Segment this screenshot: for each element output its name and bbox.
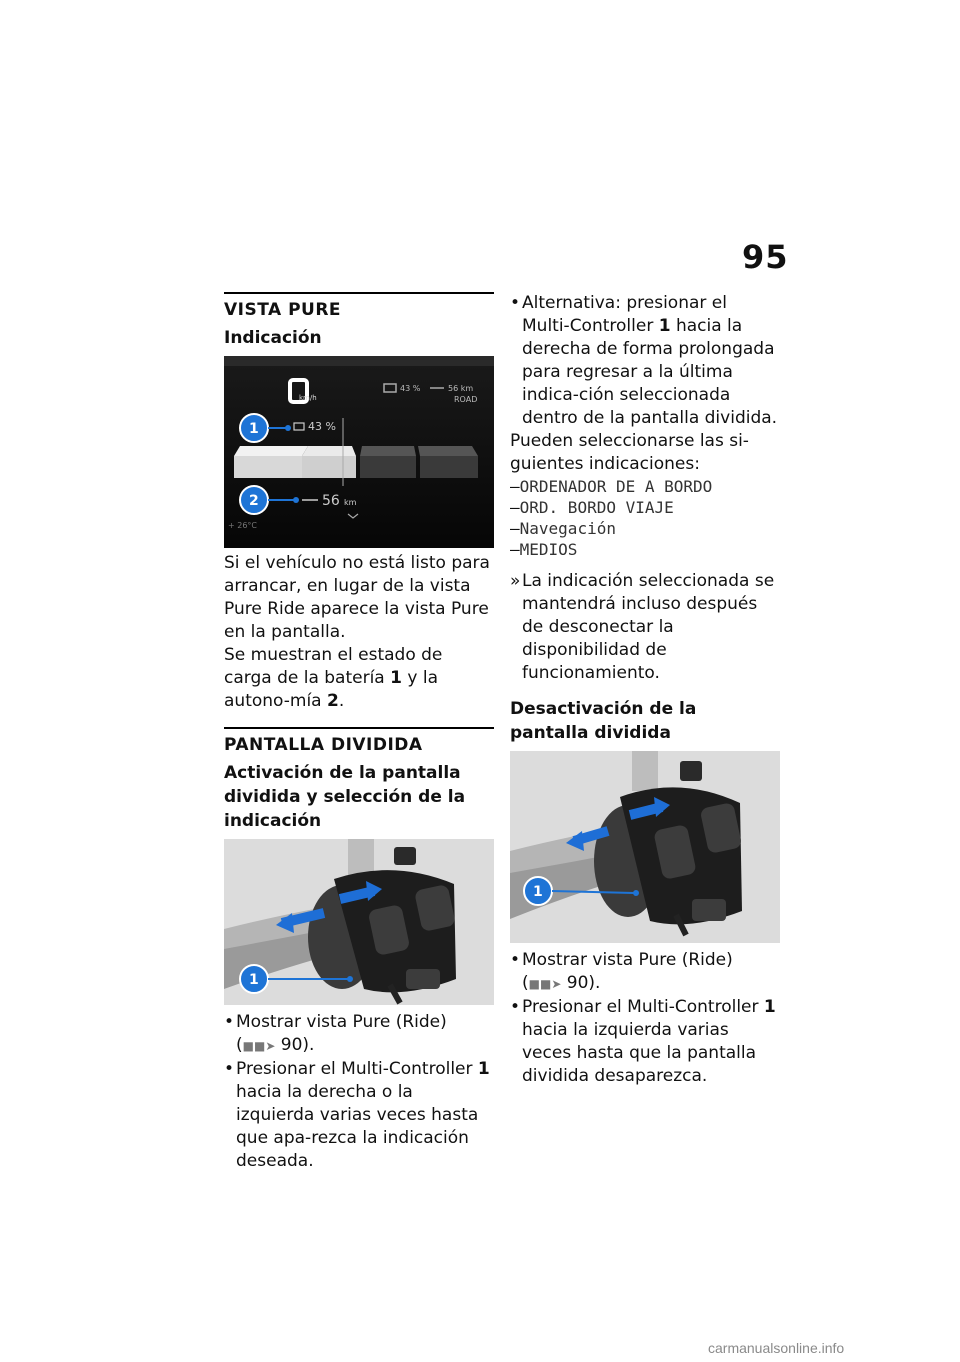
- speed-unit: km/h: [299, 394, 317, 402]
- ref-1: 1: [763, 997, 776, 1017]
- ref-2: 2: [327, 691, 339, 711]
- section-title-vista-pure: VISTA PURE: [224, 300, 342, 320]
- step-show-pure: • Mostrar vista Pure (Ride) (■■➤ 90).: [224, 1011, 494, 1058]
- subtitle-activacion: Activación de la pantalla dividida y selección de la indicación: [224, 763, 466, 831]
- text: Presionar el Multi-Controller: [522, 997, 759, 1017]
- ref-1: 1: [390, 668, 402, 688]
- display-illustration: [224, 356, 494, 548]
- subtitle-indicacion: Indicación: [224, 328, 322, 348]
- footer-watermark[interactable]: carmanualsonline.info: [708, 1340, 845, 1356]
- riding-mode: ROAD: [454, 395, 478, 404]
- option-item: – MEDIOS: [510, 539, 780, 560]
- option-item: – ORD. BORDO VIAJE: [510, 497, 780, 518]
- page-ref-arrow-icon: ■■➤: [528, 977, 562, 991]
- top-charge: 43 %: [400, 384, 421, 393]
- right-column: [510, 292, 780, 1088]
- text: ).: [588, 973, 601, 993]
- ref-1: 1: [658, 316, 671, 336]
- text: hacia la izquierda varias veces hasta que la pantalla dividida desaparezca.: [522, 1020, 757, 1086]
- display-charge: 43 %: [308, 420, 336, 433]
- callout-1-label: 1: [249, 421, 259, 437]
- step-press-controller: [224, 1058, 494, 1173]
- text: Alternativa: presionar el Multi-Controller: [522, 293, 727, 336]
- page-ref: 90: [280, 1035, 303, 1055]
- page-number: 95: [742, 238, 789, 276]
- para-not-ready: Si el vehículo no está listo para arrancar, en lugar de la vista Pure Ride aparece la vista Pure en la pantalla.: [224, 553, 490, 642]
- para-shown-values: [224, 644, 494, 713]
- page-ref-arrow-icon: ■■➤: [242, 1039, 276, 1053]
- option-item: – ORDENADOR DE A BORDO: [510, 476, 780, 497]
- step-press-controller-left: [510, 996, 780, 1088]
- subtitle-desactivacion: Desactivación de la pantalla dividida: [510, 699, 697, 743]
- result-note: » La indicación seleccionada se mantendrá incluso después de desconectar la disponibilidad de funcionamiento.: [510, 570, 780, 685]
- controller-illustration: [510, 751, 780, 943]
- display-range: 56: [322, 493, 340, 509]
- text: y la autono-mía: [224, 668, 438, 711]
- para-options-intro: Pueden seleccionarse las si-guientes indicaciones:: [510, 431, 749, 474]
- callout-1-label: 1: [533, 884, 543, 900]
- text: ).: [302, 1035, 315, 1055]
- controller-illustration: [224, 839, 494, 1005]
- text: .: [338, 691, 345, 711]
- callout-2-label: 2: [249, 493, 259, 509]
- text: Se muestran el estado de carga de la batería: [224, 645, 443, 688]
- page-ref: 90: [566, 973, 589, 993]
- section-rule: [224, 727, 494, 729]
- text: Presionar el Multi-Controller: [236, 1059, 473, 1079]
- text: Mostrar vista Pure (Ride): [236, 1012, 447, 1032]
- left-column: [224, 292, 494, 1173]
- option-item: – Navegación: [510, 518, 780, 539]
- ref-1: 1: [477, 1059, 490, 1079]
- top-range: 56 km: [448, 384, 474, 393]
- text: Mostrar vista Pure (Ride): [522, 950, 733, 970]
- controller-figure-1: [224, 839, 494, 1005]
- text: hacia la derecha de forma prolongada para regresar a la última indica-ción seleccionada dentro de la pantalla dividida.: [522, 316, 778, 428]
- step-alternative: [510, 292, 780, 430]
- text: hacia la derecha o la izquierda varias veces hasta que apa-rezca la indicación deseada.: [236, 1082, 479, 1171]
- display-temperature: + 26°C: [228, 521, 258, 530]
- display-range-unit: km: [344, 498, 357, 507]
- display-figure: [224, 356, 494, 548]
- section-rule: [224, 292, 494, 294]
- controller-figure-2: [510, 751, 780, 943]
- callout-1-label: 1: [249, 972, 259, 988]
- section-title-pantalla-dividida: PANTALLA DIVIDIDA: [224, 735, 423, 755]
- step-show-pure: • Mostrar vista Pure (Ride) (■■➤ 90).: [510, 949, 780, 996]
